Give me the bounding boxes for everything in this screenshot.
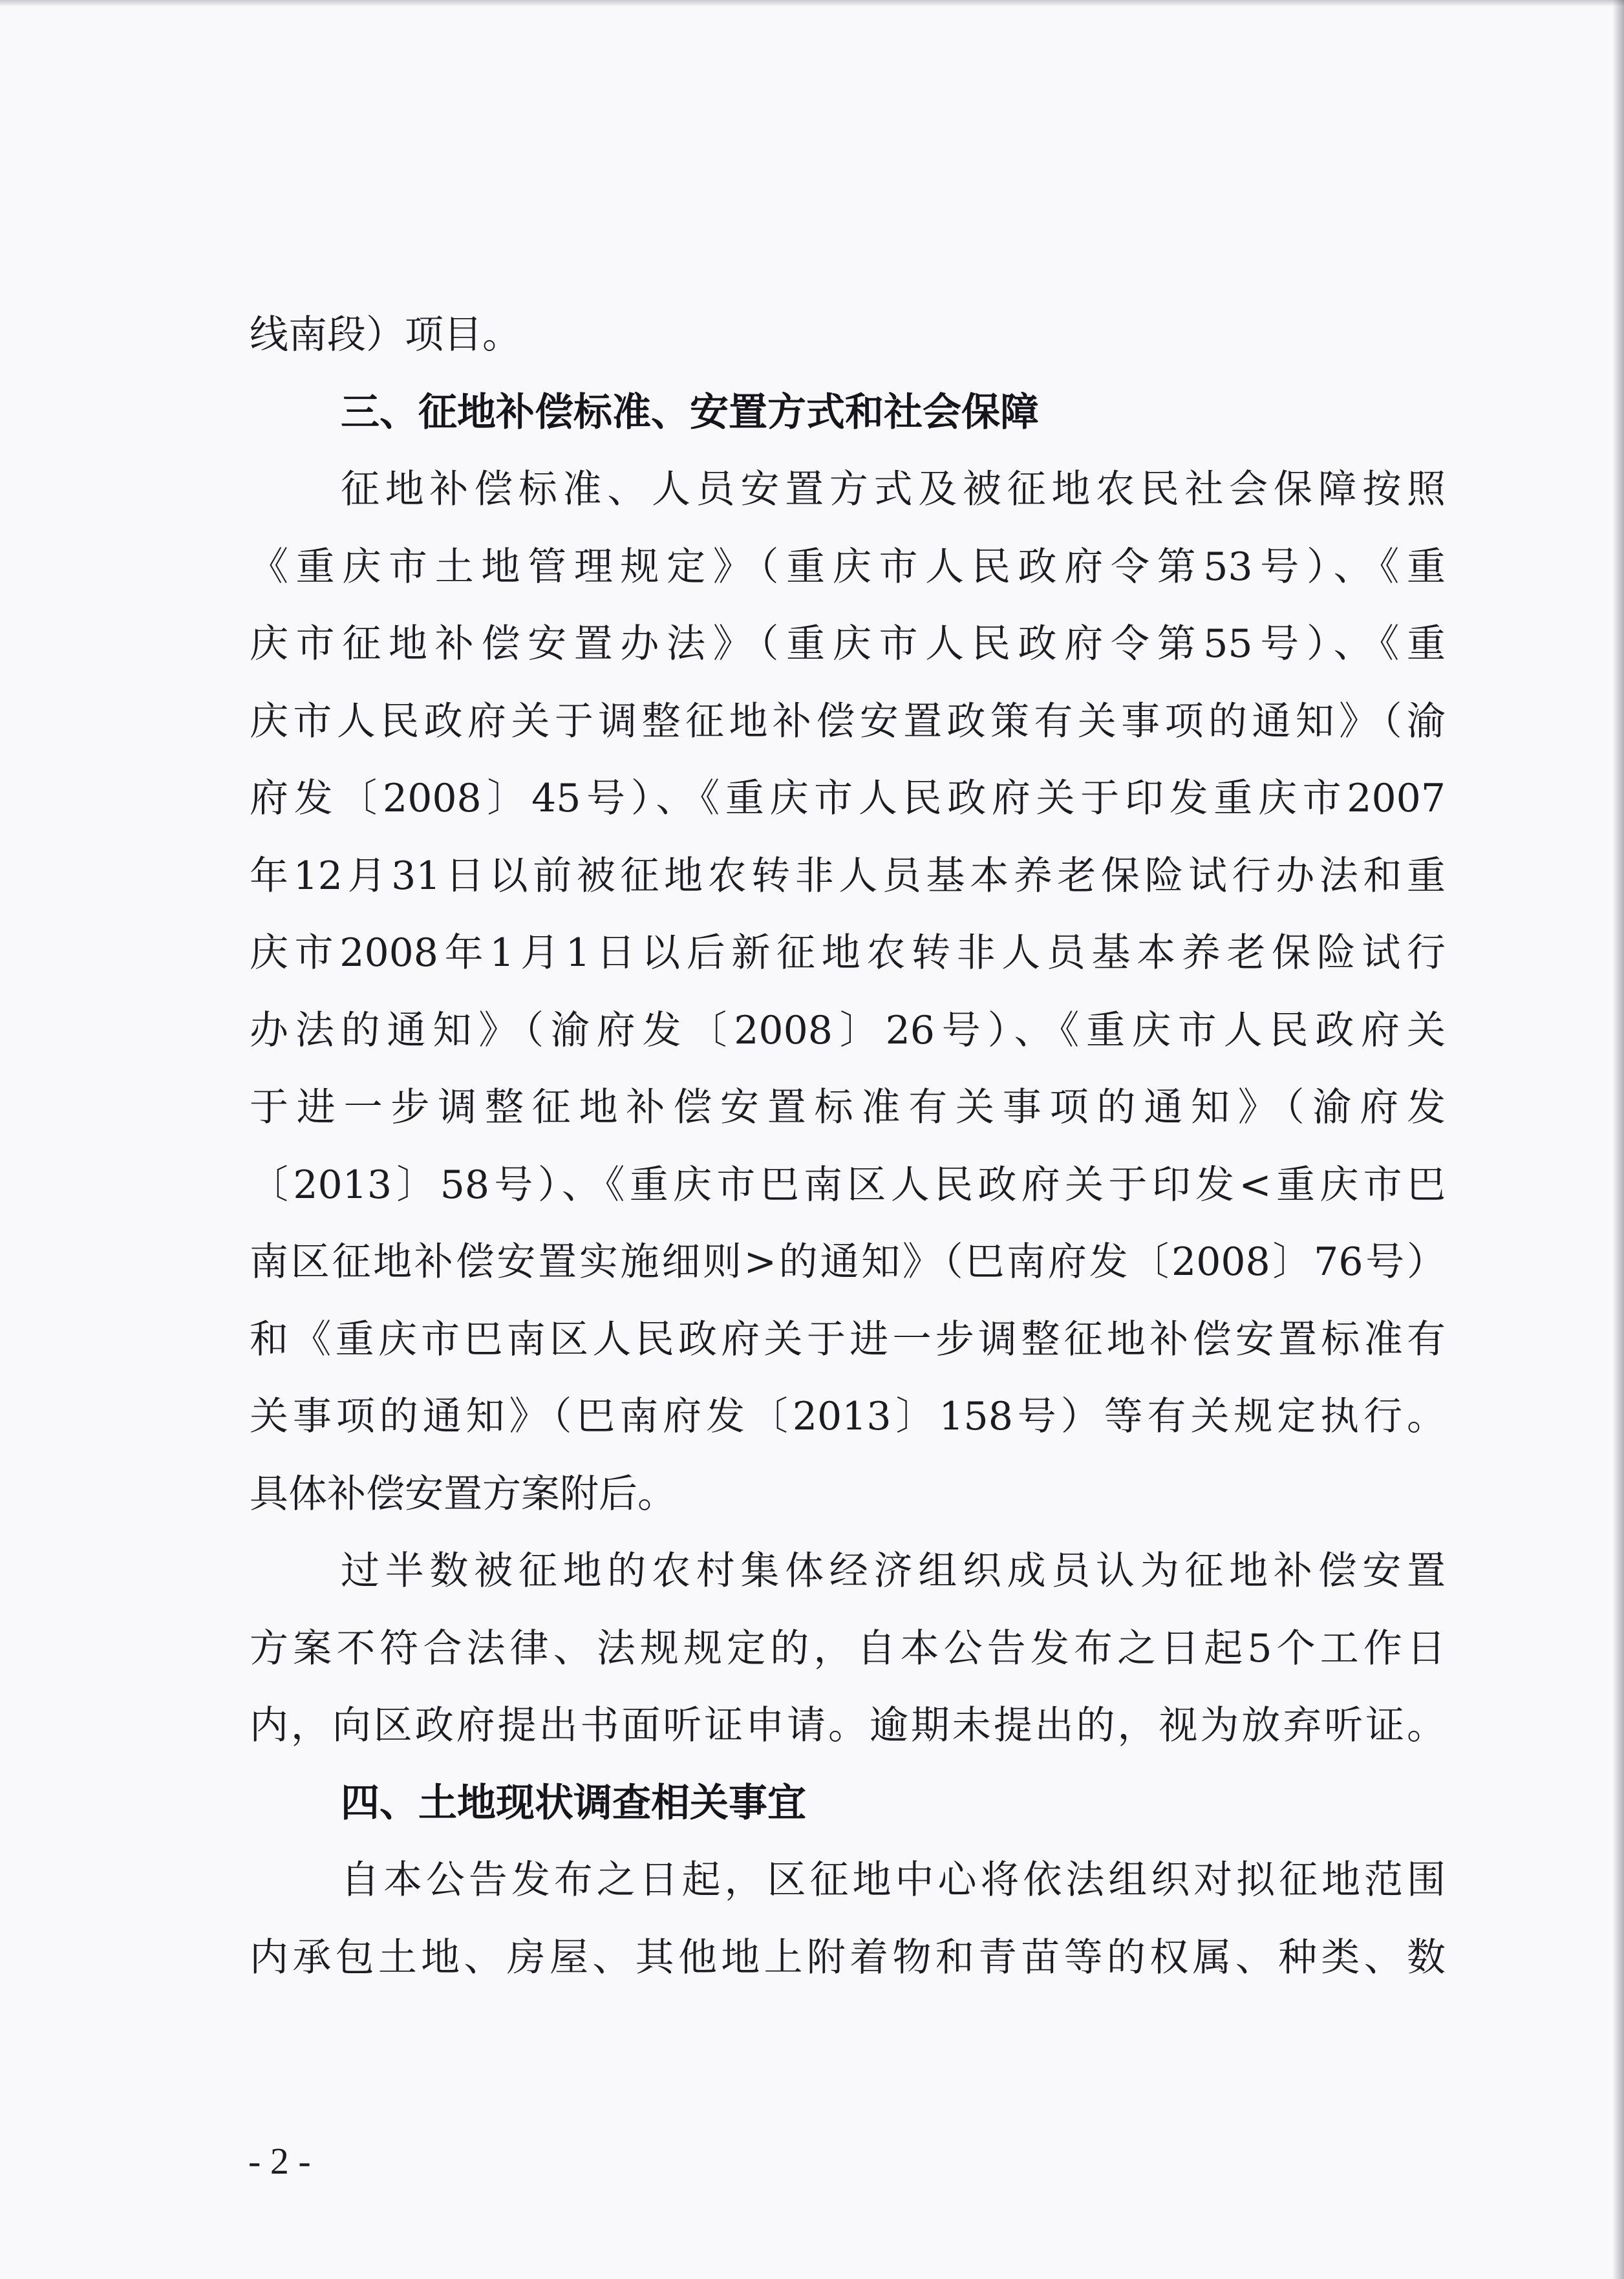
scan-edge-top [0, 0, 1624, 6]
text-line: 《重庆市土地管理规定》（重庆市人民政府令第53号）、《重 [250, 544, 1446, 590]
page-number: - 2 - [248, 2140, 311, 2182]
text-line: 庆市人民政府关于调整征地补偿安置政策有关事项的通知》（渝 [250, 699, 1446, 744]
text-line: 线南段）项目。 [250, 312, 521, 358]
text-line: 〔2013〕58号）、《重庆市巴南区人民政府关于印发<重庆市巴 [250, 1162, 1446, 1208]
text-line: 庆市2008年1月1日以后新征地农转非人员基本养老保险试行 [250, 930, 1446, 976]
text-line: 南区征地补偿安置实施细则>的通知》（巴南府发〔2008〕76号） [250, 1239, 1446, 1285]
section-heading-3: 三、征地补偿标准、安置方式和社会保障 [341, 390, 1039, 435]
text-line: 府发〔2008〕45号）、《重庆市人民政府关于印发重庆市2007 [250, 776, 1446, 821]
section-heading-4: 四、土地现状调查相关事宜 [341, 1781, 806, 1826]
text-line: 征地补偿标准、人员安置方式及被征地农民社会保障按照 [341, 467, 1446, 512]
text-line: 关事项的通知》（巴南府发〔2013〕158号）等有关规定执行。 [250, 1394, 1446, 1439]
text-line: 内，向区政府提出书面听证申请。逾期未提出的，视为放弃听证。 [250, 1703, 1446, 1748]
text-line: 方案不符合法律、法规规定的，自本公告发布之日起5个工作日 [250, 1626, 1446, 1671]
text-line: 具体补偿安置方案附后。 [250, 1471, 676, 1517]
text-line: 过半数被征地的农村集体经济组织成员认为征地补偿安置 [341, 1548, 1446, 1594]
text-line: 办法的通知》（渝府发〔2008〕26号）、《重庆市人民政府关 [250, 1008, 1446, 1053]
text-line: 年12月31日以前被征地农转非人员基本养老保险试行办法和重 [250, 853, 1446, 899]
scan-edge-right [1612, 0, 1624, 2279]
text-line: 于进一步调整征地补偿安置标准有关事项的通知》（渝府发 [250, 1085, 1446, 1130]
text-line: 内承包土地、房屋、其他地上附着物和青苗等的权属、种类、数 [250, 1935, 1446, 1980]
text-line: 庆市征地补偿安置办法》（重庆市人民政府令第55号）、《重 [250, 621, 1446, 667]
text-line: 和《重庆市巴南区人民政府关于进一步调整征地补偿安置标准有 [250, 1317, 1446, 1362]
text-line: 自本公告发布之日起，区征地中心将依法组织对拟征地范围 [341, 1857, 1446, 1903]
